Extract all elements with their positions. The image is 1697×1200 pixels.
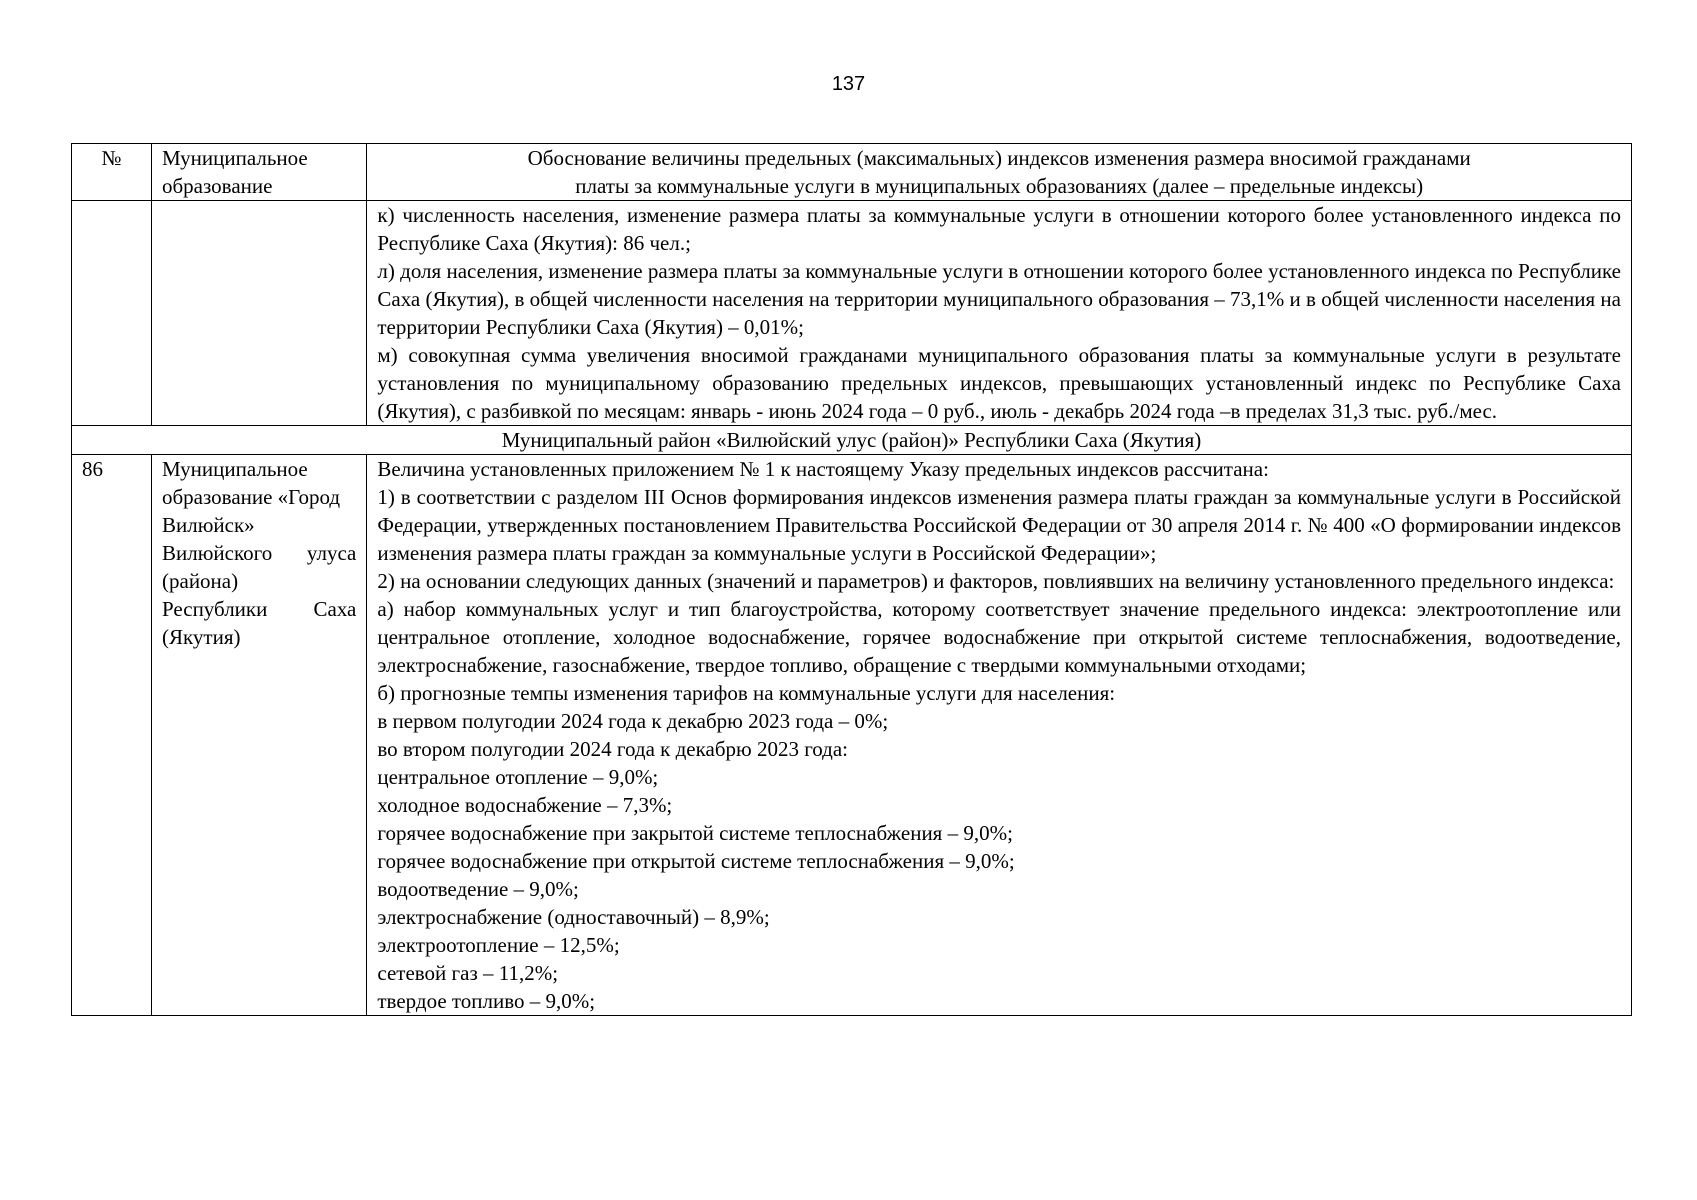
region-row — [72, 426, 1632, 455]
continuation-row — [72, 201, 1632, 426]
continuation-body-cell — [367, 201, 1632, 426]
continuation-municipality-cell — [152, 201, 367, 426]
paragraph-a: а) набор коммунальных услуг и тип благоустройства, которому соответствует значение предельного индекса: электроотопление или центральное отопление, холодное водоснабжение, горячее водоснабжение при открытой системе теплоснабжения, водоотведение, электроснабжение, газоснабжение, твердое топливо, обращение с твердыми коммунальными отходами; — [377, 597, 1621, 677]
page-number: 137 — [831, 73, 866, 95]
indices-table — [71, 143, 1632, 1016]
tariff-line: водоотведение – 9,0%; — [377, 877, 579, 901]
municipality-name-line: (района) — [162, 569, 239, 593]
header-municipality-line: образование — [162, 174, 273, 198]
municipality-name-line: (Якутия) — [162, 625, 241, 649]
paragraph-1: 1) в соответствии с разделом III Основ формирования индексов изменения размера платы граждан за коммунальные услуги в Российской Федерации, утвержденных постановлением Правительства Российской Федерации от 30 апреля 2014 г. № 400 «О формировании индексов изменения размера платы граждан за коммунальные услуги в Российской Федерации»; — [377, 485, 1621, 565]
tariff-line: горячее водоснабжение при открытой системе теплоснабжения – 9,0%; — [377, 849, 1015, 873]
table-header-row — [72, 144, 1632, 201]
paragraph-m: м) совокупная сумма увеличения вносимой гражданами муниципального образования платы за коммунальные услуги в результате установления по муниципальному образованию предельных индексов, превышающих установленный индекс по Республике Саха (Якутия), с разбивкой по месяцам: январь - июнь 2024 года – 0 руб., июль - декабрь 2024 года –в пределах 31,3 тыс. руб./мес. — [377, 343, 1621, 423]
header-municipality-cell — [152, 144, 367, 201]
paragraph-2: 2) на основании следующих данных (значений и параметров) и факторов, повлиявших на величину установленного предельного индекса: — [377, 569, 1615, 593]
paragraph-l: л) доля населения, изменение размера платы за коммунальные услуги в отношении которого более установленного индекса по Республике Саха (Якутия), в общей численности населения на территории муниципального образования – 73,1% и в общей численности населения на территории Республики Саха (Якутия) – 0,01%; — [377, 259, 1621, 339]
header-justification-cell — [367, 144, 1632, 201]
municipality-name-line: Республики Саха — [162, 597, 357, 621]
header-num: № — [101, 146, 122, 170]
header-municipality-line: Муниципальное — [162, 146, 308, 170]
tariff-line: горячее водоснабжение при закрытой системе теплоснабжения – 9,0%; — [377, 821, 1013, 845]
tariff-line: сетевой газ – 11,2%; — [377, 961, 559, 985]
tariff-line: во втором полугодии 2024 года к декабрю 2023 года: — [377, 737, 849, 761]
municipality-name-line: Вилюйского улуса — [162, 541, 357, 565]
header-num-cell — [72, 144, 152, 201]
paragraph-b: б) прогнозные темпы изменения тарифов на коммунальные услуги для населения: — [377, 681, 1116, 705]
tariff-line: электроотопление – 12,5%; — [377, 933, 620, 957]
municipality-name-line: Муниципальное — [162, 457, 308, 481]
row-number: 86 — [72, 455, 152, 1016]
municipality-name-line: образование «Город — [162, 485, 341, 509]
header-justification-line: Обоснование величины предельных (максимальных) индексов изменения размера вносимой гражданами — [527, 146, 1471, 170]
paragraph-k: к) численность населения, изменение размера платы за коммунальные услуги в отношении которого более установленного индекса по Республике Саха (Якутия): 86 чел.; — [377, 203, 1621, 255]
continuation-num-cell — [72, 201, 152, 426]
tariff-line: в первом полугодии 2024 года к декабрю 2023 года – 0%; — [377, 709, 889, 733]
tariff-line: центральное отопление – 9,0%; — [377, 765, 659, 789]
tariff-line: холодное водоснабжение – 7,3%; — [377, 793, 673, 817]
region-title: Муниципальный район «Вилюйский улус (район)» Республики Саха (Якутия) — [72, 426, 1632, 455]
municipality-name-line: Вилюйск» — [162, 513, 255, 537]
municipality-name-cell — [152, 455, 367, 1016]
tariff-line: электроснабжение (одноставочный) – 8,9%; — [377, 905, 770, 929]
tariff-line: твердое топливо – 9,0%; — [377, 989, 596, 1013]
table-row-86 — [72, 455, 1632, 1016]
paragraph-intro: Величина установленных приложением № 1 к настоящему Указу предельных индексов рассчитана: — [377, 457, 1269, 481]
justification-body-cell — [367, 455, 1632, 1016]
header-justification-line: платы за коммунальные услуги в муниципальных образованиях (далее – предельные индексы) — [575, 174, 1424, 198]
